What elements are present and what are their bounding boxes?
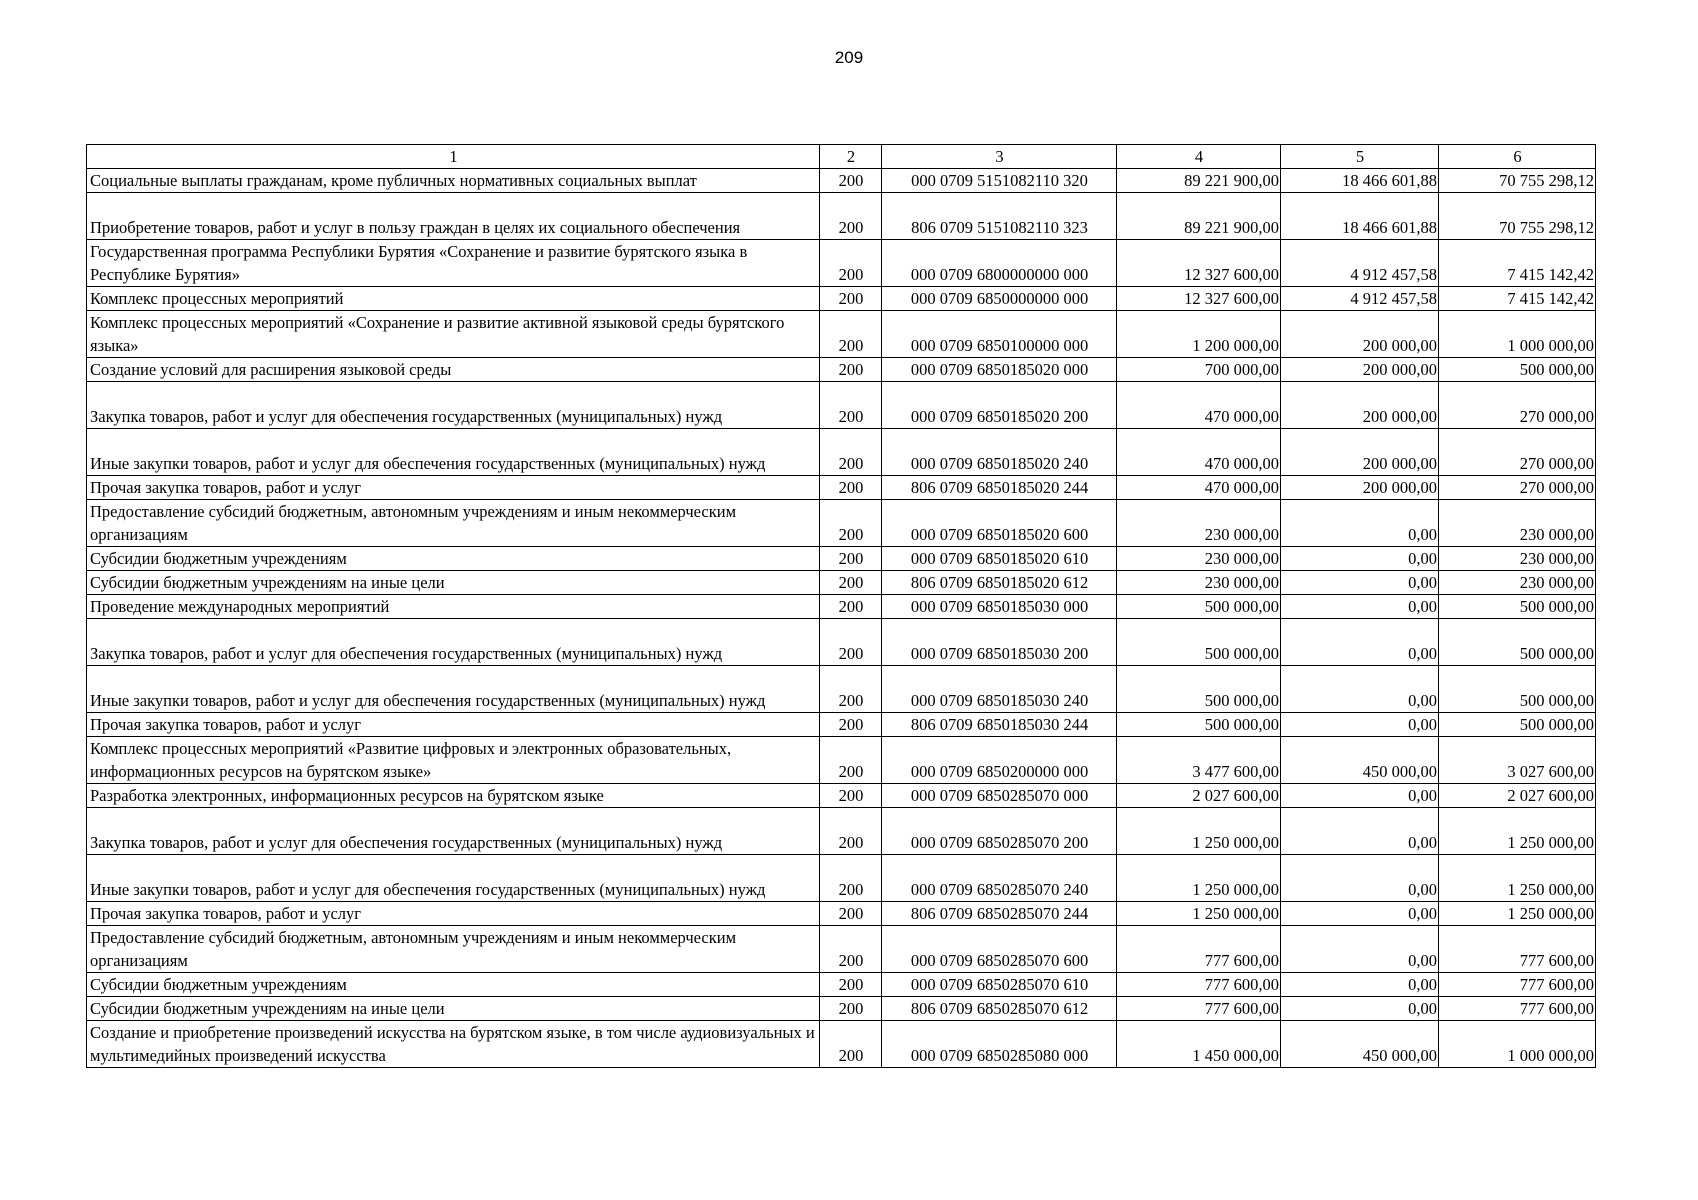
- amount-col5-cell: 0,00: [1281, 808, 1439, 855]
- row-name-cell: Приобретение товаров, работ и услуг в пользу граждан в целях их социального обеспечения: [87, 193, 820, 240]
- amount-col5-cell: 0,00: [1281, 666, 1439, 713]
- amount-col4-cell: 1 450 000,00: [1117, 1021, 1281, 1068]
- amount-col6-cell: 500 000,00: [1439, 595, 1596, 619]
- column-header: 6: [1439, 145, 1596, 169]
- amount-col4-cell: 500 000,00: [1117, 619, 1281, 666]
- row-name-cell: Комплекс процессных мероприятий «Сохранение и развитие активной языковой среды бурятского языка»: [87, 311, 820, 358]
- amount-col5-cell: 0,00: [1281, 571, 1439, 595]
- amount-col5-cell: 0,00: [1281, 973, 1439, 997]
- row-name-cell: Субсидии бюджетным учреждениям на иные цели: [87, 997, 820, 1021]
- amount-col5-cell: 200 000,00: [1281, 476, 1439, 500]
- amount-col5-cell: 200 000,00: [1281, 382, 1439, 429]
- amount-col6-cell: 500 000,00: [1439, 713, 1596, 737]
- table-row: [87, 595, 1596, 619]
- table-row: [87, 902, 1596, 926]
- budget-classification-cell: 000 0709 6850100000 000: [882, 311, 1117, 358]
- row-name-cell: Закупка товаров, работ и услуг для обеспечения государственных (муниципальных) нужд: [87, 808, 820, 855]
- row-name-cell: Прочая закупка товаров, работ и услуг: [87, 713, 820, 737]
- amount-col6-cell: 1 250 000,00: [1439, 855, 1596, 902]
- amount-col5-cell: 0,00: [1281, 784, 1439, 808]
- budget-classification-cell: 000 0709 6850200000 000: [882, 737, 1117, 784]
- amount-col5-cell: 0,00: [1281, 500, 1439, 547]
- table-row: [87, 855, 1596, 902]
- row-name-cell: Иные закупки товаров, работ и услуг для обеспечения государственных (муниципальных) нужд: [87, 429, 820, 476]
- row-name-cell: Иные закупки товаров, работ и услуг для обеспечения государственных (муниципальных) нужд: [87, 855, 820, 902]
- table-row: [87, 784, 1596, 808]
- budget-classification-cell: 000 0709 6850185030 240: [882, 666, 1117, 713]
- amount-col4-cell: 2 027 600,00: [1117, 784, 1281, 808]
- table-row: [87, 737, 1596, 784]
- table-row: [87, 193, 1596, 240]
- row-name-cell: Предоставление субсидий бюджетным, автономным учреждениям и иным некоммерческим организациям: [87, 926, 820, 973]
- row-name-cell: Субсидии бюджетным учреждениям на иные цели: [87, 571, 820, 595]
- amount-col5-cell: 0,00: [1281, 619, 1439, 666]
- amount-col6-cell: 777 600,00: [1439, 973, 1596, 997]
- amount-col4-cell: 700 000,00: [1117, 358, 1281, 382]
- row-code-cell: 200: [820, 311, 882, 358]
- row-code-cell: 200: [820, 382, 882, 429]
- amount-col5-cell: 0,00: [1281, 902, 1439, 926]
- row-name-cell: Иные закупки товаров, работ и услуг для обеспечения государственных (муниципальных) нужд: [87, 666, 820, 713]
- amount-col4-cell: 230 000,00: [1117, 571, 1281, 595]
- table-row: [87, 808, 1596, 855]
- amount-col6-cell: 500 000,00: [1439, 358, 1596, 382]
- budget-classification-cell: 000 0709 6850185020 600: [882, 500, 1117, 547]
- row-name-cell: Прочая закупка товаров, работ и услуг: [87, 476, 820, 500]
- amount-col4-cell: 500 000,00: [1117, 666, 1281, 713]
- row-code-cell: 200: [820, 855, 882, 902]
- amount-col5-cell: 0,00: [1281, 926, 1439, 973]
- header-row: [87, 145, 1596, 169]
- amount-col6-cell: 270 000,00: [1439, 429, 1596, 476]
- budget-classification-cell: 000 0709 6850000000 000: [882, 287, 1117, 311]
- budget-classification-cell: 000 0709 6850285070 000: [882, 784, 1117, 808]
- budget-classification-cell: 000 0709 6850185030 200: [882, 619, 1117, 666]
- amount-col4-cell: 500 000,00: [1117, 595, 1281, 619]
- amount-col6-cell: 230 000,00: [1439, 500, 1596, 547]
- amount-col5-cell: 18 466 601,88: [1281, 169, 1439, 193]
- budget-classification-cell: 000 0709 6800000000 000: [882, 240, 1117, 287]
- row-name-cell: Государственная программа Республики Бурятия «Сохранение и развитие бурятского языка в Республике Бурятия»: [87, 240, 820, 287]
- row-name-cell: Прочая закупка товаров, работ и услуг: [87, 902, 820, 926]
- amount-col6-cell: 500 000,00: [1439, 666, 1596, 713]
- amount-col5-cell: 450 000,00: [1281, 737, 1439, 784]
- amount-col4-cell: 500 000,00: [1117, 713, 1281, 737]
- budget-classification-cell: 806 0709 6850185020 612: [882, 571, 1117, 595]
- amount-col5-cell: 0,00: [1281, 595, 1439, 619]
- amount-col6-cell: 270 000,00: [1439, 382, 1596, 429]
- row-code-cell: 200: [820, 571, 882, 595]
- budget-classification-cell: 000 0709 5151082110 320: [882, 169, 1117, 193]
- row-name-cell: Закупка товаров, работ и услуг для обеспечения государственных (муниципальных) нужд: [87, 382, 820, 429]
- amount-col6-cell: 1 000 000,00: [1439, 1021, 1596, 1068]
- amount-col5-cell: 18 466 601,88: [1281, 193, 1439, 240]
- column-header: 4: [1117, 145, 1281, 169]
- amount-col6-cell: 777 600,00: [1439, 997, 1596, 1021]
- amount-col6-cell: 3 027 600,00: [1439, 737, 1596, 784]
- table-row: [87, 311, 1596, 358]
- table-body: [87, 169, 1596, 1068]
- budget-classification-cell: 000 0709 6850185030 000: [882, 595, 1117, 619]
- amount-col6-cell: 270 000,00: [1439, 476, 1596, 500]
- row-name-cell: Создание и приобретение произведений искусства на бурятском языке, в том числе аудиовизуальных и мультимедийных произведений искусства: [87, 1021, 820, 1068]
- table-row: [87, 476, 1596, 500]
- budget-classification-cell: 000 0709 6850285070 240: [882, 855, 1117, 902]
- amount-col4-cell: 12 327 600,00: [1117, 240, 1281, 287]
- row-name-cell: Субсидии бюджетным учреждениям: [87, 547, 820, 571]
- amount-col6-cell: 1 250 000,00: [1439, 902, 1596, 926]
- row-name-cell: Разработка электронных, информационных ресурсов на бурятском языке: [87, 784, 820, 808]
- row-code-cell: 200: [820, 973, 882, 997]
- amount-col4-cell: 1 250 000,00: [1117, 808, 1281, 855]
- amount-col4-cell: 1 200 000,00: [1117, 311, 1281, 358]
- table-row: [87, 619, 1596, 666]
- budget-classification-cell: 000 0709 6850185020 000: [882, 358, 1117, 382]
- table-row: [87, 666, 1596, 713]
- table-row: [87, 713, 1596, 737]
- row-code-cell: 200: [820, 547, 882, 571]
- table-row: [87, 571, 1596, 595]
- row-name-cell: Закупка товаров, работ и услуг для обеспечения государственных (муниципальных) нужд: [87, 619, 820, 666]
- amount-col4-cell: 12 327 600,00: [1117, 287, 1281, 311]
- amount-col4-cell: 1 250 000,00: [1117, 902, 1281, 926]
- table-row: [87, 1021, 1596, 1068]
- budget-classification-cell: 000 0709 6850185020 610: [882, 547, 1117, 571]
- amount-col4-cell: 470 000,00: [1117, 382, 1281, 429]
- budget-classification-cell: 806 0709 6850285070 612: [882, 997, 1117, 1021]
- budget-classification-cell: 806 0709 6850185020 244: [882, 476, 1117, 500]
- amount-col4-cell: 230 000,00: [1117, 500, 1281, 547]
- table-row: [87, 500, 1596, 547]
- amount-col5-cell: 4 912 457,58: [1281, 287, 1439, 311]
- amount-col6-cell: 500 000,00: [1439, 619, 1596, 666]
- row-name-cell: Предоставление субсидий бюджетным, автономным учреждениям и иным некоммерческим организациям: [87, 500, 820, 547]
- row-code-cell: 200: [820, 1021, 882, 1068]
- amount-col5-cell: 200 000,00: [1281, 429, 1439, 476]
- row-code-cell: 200: [820, 429, 882, 476]
- amount-col5-cell: 0,00: [1281, 997, 1439, 1021]
- row-code-cell: 200: [820, 500, 882, 547]
- row-code-cell: 200: [820, 287, 882, 311]
- row-name-cell: Субсидии бюджетным учреждениям: [87, 973, 820, 997]
- table-row: [87, 169, 1596, 193]
- budget-classification-cell: 000 0709 6850285070 600: [882, 926, 1117, 973]
- row-name-cell: Создание условий для расширения языковой среды: [87, 358, 820, 382]
- row-code-cell: 200: [820, 926, 882, 973]
- amount-col4-cell: 777 600,00: [1117, 926, 1281, 973]
- budget-classification-cell: 000 0709 6850185020 200: [882, 382, 1117, 429]
- amount-col6-cell: 230 000,00: [1439, 547, 1596, 571]
- amount-col6-cell: 230 000,00: [1439, 571, 1596, 595]
- budget-classification-cell: 000 0709 6850285080 000: [882, 1021, 1117, 1068]
- amount-col5-cell: 0,00: [1281, 713, 1439, 737]
- budget-classification-cell: 806 0709 6850185030 244: [882, 713, 1117, 737]
- row-code-cell: 200: [820, 808, 882, 855]
- row-code-cell: 200: [820, 713, 882, 737]
- amount-col5-cell: 0,00: [1281, 547, 1439, 571]
- amount-col6-cell: 7 415 142,42: [1439, 240, 1596, 287]
- table-row: [87, 287, 1596, 311]
- row-code-cell: 200: [820, 193, 882, 240]
- amount-col4-cell: 89 221 900,00: [1117, 169, 1281, 193]
- column-header: 5: [1281, 145, 1439, 169]
- table-row: [87, 382, 1596, 429]
- amount-col5-cell: 450 000,00: [1281, 1021, 1439, 1068]
- page-number: 209: [834, 48, 864, 67]
- amount-col4-cell: 777 600,00: [1117, 997, 1281, 1021]
- row-code-cell: 200: [820, 737, 882, 784]
- amount-col5-cell: 0,00: [1281, 855, 1439, 902]
- budget-table: [86, 144, 1596, 1068]
- row-code-cell: 200: [820, 358, 882, 382]
- row-code-cell: 200: [820, 595, 882, 619]
- column-header: 3: [882, 145, 1117, 169]
- amount-col6-cell: 70 755 298,12: [1439, 193, 1596, 240]
- row-name-cell: Комплекс процессных мероприятий: [87, 287, 820, 311]
- amount-col4-cell: 777 600,00: [1117, 973, 1281, 997]
- row-code-cell: 200: [820, 997, 882, 1021]
- row-name-cell: Проведение международных мероприятий: [87, 595, 820, 619]
- amount-col4-cell: 89 221 900,00: [1117, 193, 1281, 240]
- budget-classification-cell: 000 0709 6850285070 200: [882, 808, 1117, 855]
- table-row: [87, 973, 1596, 997]
- table-row: [87, 240, 1596, 287]
- row-name-cell: Комплекс процессных мероприятий «Развитие цифровых и электронных образовательных, информационных ресурсов на бурятском языке»: [87, 737, 820, 784]
- budget-classification-cell: 806 0709 6850285070 244: [882, 902, 1117, 926]
- amount-col4-cell: 230 000,00: [1117, 547, 1281, 571]
- amount-col6-cell: 2 027 600,00: [1439, 784, 1596, 808]
- amount-col6-cell: 1 000 000,00: [1439, 311, 1596, 358]
- budget-classification-cell: 806 0709 5151082110 323: [882, 193, 1117, 240]
- amount-col6-cell: 1 250 000,00: [1439, 808, 1596, 855]
- amount-col5-cell: 4 912 457,58: [1281, 240, 1439, 287]
- column-header: 1: [87, 145, 820, 169]
- column-header: 2: [820, 145, 882, 169]
- amount-col5-cell: 200 000,00: [1281, 358, 1439, 382]
- table-row: [87, 547, 1596, 571]
- table-row: [87, 358, 1596, 382]
- amount-col6-cell: 70 755 298,12: [1439, 169, 1596, 193]
- amount-col4-cell: 1 250 000,00: [1117, 855, 1281, 902]
- row-code-cell: 200: [820, 666, 882, 713]
- budget-classification-cell: 000 0709 6850185020 240: [882, 429, 1117, 476]
- amount-col5-cell: 200 000,00: [1281, 311, 1439, 358]
- table-row: [87, 997, 1596, 1021]
- amount-col4-cell: 470 000,00: [1117, 476, 1281, 500]
- table-row: [87, 926, 1596, 973]
- row-code-cell: 200: [820, 902, 882, 926]
- row-code-cell: 200: [820, 169, 882, 193]
- amount-col6-cell: 7 415 142,42: [1439, 287, 1596, 311]
- amount-col4-cell: 3 477 600,00: [1117, 737, 1281, 784]
- amount-col4-cell: 470 000,00: [1117, 429, 1281, 476]
- row-name-cell: Социальные выплаты гражданам, кроме публичных нормативных социальных выплат: [87, 169, 820, 193]
- row-code-cell: 200: [820, 240, 882, 287]
- budget-classification-cell: 000 0709 6850285070 610: [882, 973, 1117, 997]
- amount-col6-cell: 777 600,00: [1439, 926, 1596, 973]
- row-code-cell: 200: [820, 476, 882, 500]
- table-row: [87, 429, 1596, 476]
- row-code-cell: 200: [820, 784, 882, 808]
- row-code-cell: 200: [820, 619, 882, 666]
